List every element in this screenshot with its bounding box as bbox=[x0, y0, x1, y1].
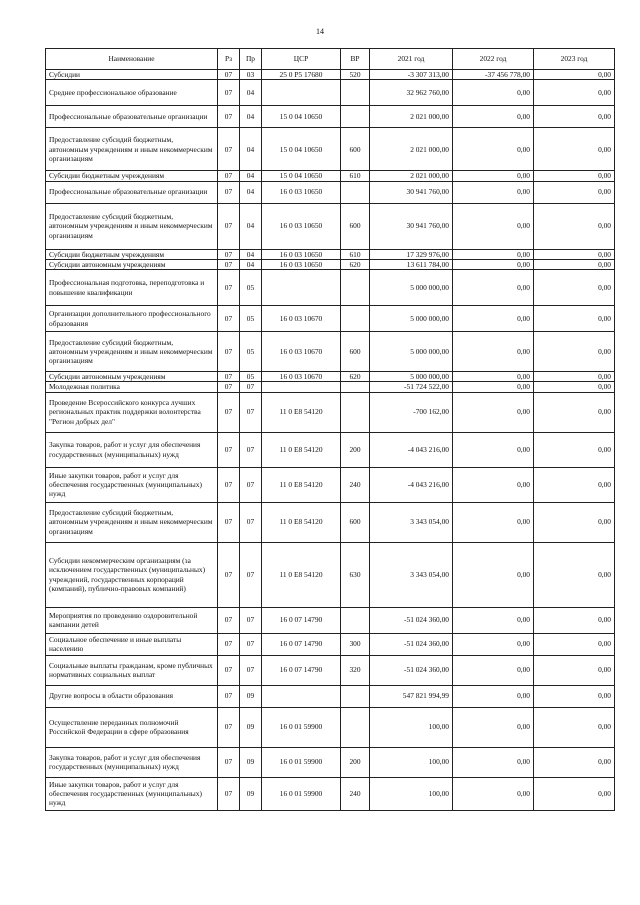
cell-year-2021: 5 000 000,00 bbox=[370, 332, 453, 372]
cell-year-2023: 0,00 bbox=[534, 777, 615, 810]
table-row bbox=[46, 685, 615, 707]
cell-year-2021: 13 611 784,00 bbox=[370, 259, 453, 269]
header-rz: Рз bbox=[218, 49, 240, 70]
cell-name: Профессиональные образовательные организации bbox=[46, 106, 218, 128]
cell-year-2023: 0,00 bbox=[534, 306, 615, 332]
cell-csr bbox=[262, 685, 341, 707]
cell-name: Проведение Всероссийского конкурса лучших региональных практик поддержки волонтерства "Регион добрых дел" bbox=[46, 392, 218, 432]
cell-year-2022: -37 456 778,00 bbox=[453, 70, 534, 80]
cell-pr: 07 bbox=[240, 607, 262, 633]
cell-year-2023: 0,00 bbox=[534, 203, 615, 249]
cell-year-2022: 0,00 bbox=[453, 181, 534, 203]
header-name: Наименование bbox=[46, 49, 218, 70]
table-row bbox=[46, 80, 615, 106]
cell-name: Предоставление субсидий бюджетным, автономным учреждениям и иным некоммерческим организациям bbox=[46, 128, 218, 171]
cell-year-2023: 0,00 bbox=[534, 747, 615, 777]
table-row bbox=[46, 633, 615, 655]
cell-year-2021: 100,00 bbox=[370, 707, 453, 747]
cell-vr bbox=[341, 306, 370, 332]
cell-name: Социальные выплаты гражданам, кроме публичных нормативных социальных выплат bbox=[46, 655, 218, 685]
cell-pr: 07 bbox=[240, 633, 262, 655]
cell-rz: 07 bbox=[218, 306, 240, 332]
header-csr: ЦСР bbox=[262, 49, 341, 70]
cell-year-2021: 547 821 994,99 bbox=[370, 685, 453, 707]
cell-name: Предоставление субсидий бюджетным, автономным учреждениям и иным некоммерческим организациям bbox=[46, 332, 218, 372]
cell-csr: 15 0 04 10650 bbox=[262, 128, 341, 171]
cell-year-2023: 0,00 bbox=[534, 181, 615, 203]
cell-pr: 04 bbox=[240, 80, 262, 106]
cell-year-2023: 0,00 bbox=[534, 432, 615, 467]
cell-name: Осуществление переданных полномочий Российской Федерации в сфере образования bbox=[46, 707, 218, 747]
table-row bbox=[46, 655, 615, 685]
cell-year-2021: 30 941 760,00 bbox=[370, 181, 453, 203]
cell-vr: 620 bbox=[341, 259, 370, 269]
cell-vr: 200 bbox=[341, 432, 370, 467]
cell-name: Организации дополнительного профессионального образования bbox=[46, 306, 218, 332]
cell-csr: 16 0 03 10670 bbox=[262, 372, 341, 382]
cell-rz: 07 bbox=[218, 128, 240, 171]
cell-vr: 320 bbox=[341, 655, 370, 685]
cell-rz: 07 bbox=[218, 502, 240, 542]
cell-year-2021: 3 343 054,00 bbox=[370, 542, 453, 607]
cell-year-2022: 0,00 bbox=[453, 655, 534, 685]
cell-rz: 07 bbox=[218, 392, 240, 432]
cell-name: Субсидии бюджетным учреждениям bbox=[46, 171, 218, 181]
cell-pr: 04 bbox=[240, 259, 262, 269]
cell-rz: 07 bbox=[218, 777, 240, 810]
cell-year-2023: 0,00 bbox=[534, 70, 615, 80]
cell-year-2022: 0,00 bbox=[453, 542, 534, 607]
cell-year-2021: 5 000 000,00 bbox=[370, 372, 453, 382]
cell-name: Закупка товаров, работ и услуг для обеспечения государственных (муниципальных) нужд bbox=[46, 432, 218, 467]
cell-year-2022: 0,00 bbox=[453, 259, 534, 269]
cell-year-2023: 0,00 bbox=[534, 270, 615, 306]
table-row bbox=[46, 249, 615, 259]
cell-rz: 07 bbox=[218, 203, 240, 249]
cell-name: Профессиональная подготовка, переподготовка и повышение квалификации bbox=[46, 270, 218, 306]
cell-csr: 11 0 E8 54120 bbox=[262, 392, 341, 432]
table-row bbox=[46, 306, 615, 332]
cell-csr: 25 0 P5 17680 bbox=[262, 70, 341, 80]
table-row bbox=[46, 106, 615, 128]
cell-year-2021: 3 343 054,00 bbox=[370, 502, 453, 542]
cell-rz: 07 bbox=[218, 80, 240, 106]
table-row bbox=[46, 372, 615, 382]
cell-csr: 16 0 03 10670 bbox=[262, 306, 341, 332]
cell-year-2023: 0,00 bbox=[534, 655, 615, 685]
table-row bbox=[46, 332, 615, 372]
cell-rz: 07 bbox=[218, 707, 240, 747]
cell-pr: 09 bbox=[240, 777, 262, 810]
cell-year-2021: 5 000 000,00 bbox=[370, 306, 453, 332]
cell-vr: 600 bbox=[341, 128, 370, 171]
cell-year-2021: 32 962 760,00 bbox=[370, 80, 453, 106]
cell-year-2021: -4 043 216,00 bbox=[370, 467, 453, 502]
cell-year-2023: 0,00 bbox=[534, 259, 615, 269]
cell-year-2022: 0,00 bbox=[453, 80, 534, 106]
cell-name: Мероприятия по проведению оздоровительной кампании детей bbox=[46, 607, 218, 633]
cell-vr bbox=[341, 106, 370, 128]
cell-csr: 16 0 03 10650 bbox=[262, 203, 341, 249]
cell-rz: 07 bbox=[218, 432, 240, 467]
cell-rz: 07 bbox=[218, 747, 240, 777]
cell-pr: 09 bbox=[240, 707, 262, 747]
cell-pr: 04 bbox=[240, 249, 262, 259]
cell-year-2022: 0,00 bbox=[453, 106, 534, 128]
cell-year-2023: 0,00 bbox=[534, 467, 615, 502]
cell-rz: 07 bbox=[218, 372, 240, 382]
table-row bbox=[46, 70, 615, 80]
cell-year-2021: -51 724 522,00 bbox=[370, 382, 453, 392]
cell-csr bbox=[262, 382, 341, 392]
cell-year-2022: 0,00 bbox=[453, 747, 534, 777]
cell-name: Социальное обеспечение и иные выплаты населению bbox=[46, 633, 218, 655]
cell-csr: 15 0 04 10650 bbox=[262, 171, 341, 181]
cell-year-2021: -4 043 216,00 bbox=[370, 432, 453, 467]
cell-pr: 03 bbox=[240, 70, 262, 80]
table-row bbox=[46, 382, 615, 392]
cell-csr: 16 0 07 14790 bbox=[262, 655, 341, 685]
cell-year-2022: 0,00 bbox=[453, 392, 534, 432]
cell-year-2023: 0,00 bbox=[534, 607, 615, 633]
table-row bbox=[46, 467, 615, 502]
cell-rz: 07 bbox=[218, 106, 240, 128]
table-row bbox=[46, 777, 615, 810]
cell-year-2023: 0,00 bbox=[534, 171, 615, 181]
cell-vr: 600 bbox=[341, 332, 370, 372]
cell-year-2021: 2 021 000,00 bbox=[370, 128, 453, 171]
cell-csr: 16 0 01 59900 bbox=[262, 747, 341, 777]
cell-year-2022: 0,00 bbox=[453, 306, 534, 332]
cell-csr: 16 0 03 10650 bbox=[262, 181, 341, 203]
cell-year-2023: 0,00 bbox=[534, 633, 615, 655]
budget-table bbox=[45, 48, 615, 811]
table-row bbox=[46, 502, 615, 542]
cell-name: Профессиональные образовательные организации bbox=[46, 181, 218, 203]
cell-name: Предоставление субсидий бюджетным, автономным учреждениям и иным некоммерческим организациям bbox=[46, 502, 218, 542]
cell-year-2021: -51 024 360,00 bbox=[370, 655, 453, 685]
cell-csr: 11 0 E8 54120 bbox=[262, 432, 341, 467]
cell-vr bbox=[341, 270, 370, 306]
cell-name: Закупка товаров, работ и услуг для обеспечения государственных (муниципальных) нужд bbox=[46, 747, 218, 777]
header-2021: 2021 год bbox=[370, 49, 453, 70]
cell-name: Другие вопросы в области образования bbox=[46, 685, 218, 707]
cell-name: Иные закупки товаров, работ и услуг для обеспечения государственных (муниципальных) нужд bbox=[46, 467, 218, 502]
cell-rz: 07 bbox=[218, 332, 240, 372]
table-row bbox=[46, 270, 615, 306]
cell-year-2021: 30 941 760,00 bbox=[370, 203, 453, 249]
cell-year-2021: 100,00 bbox=[370, 777, 453, 810]
cell-year-2023: 0,00 bbox=[534, 685, 615, 707]
cell-rz: 07 bbox=[218, 467, 240, 502]
cell-pr: 05 bbox=[240, 306, 262, 332]
cell-vr: 520 bbox=[341, 70, 370, 80]
cell-rz: 07 bbox=[218, 542, 240, 607]
cell-year-2021: 17 329 976,00 bbox=[370, 249, 453, 259]
cell-pr: 07 bbox=[240, 542, 262, 607]
table-row bbox=[46, 128, 615, 171]
cell-year-2022: 0,00 bbox=[453, 777, 534, 810]
header-2023: 2023 год bbox=[534, 49, 615, 70]
cell-csr: 11 0 E8 54120 bbox=[262, 502, 341, 542]
table-row bbox=[46, 432, 615, 467]
cell-name: Предоставление субсидий бюджетным, автономным учреждениям и иным некоммерческим организациям bbox=[46, 203, 218, 249]
cell-name: Субсидии bbox=[46, 70, 218, 80]
cell-year-2022: 0,00 bbox=[453, 203, 534, 249]
cell-year-2023: 0,00 bbox=[534, 332, 615, 372]
cell-year-2021: -700 162,00 bbox=[370, 392, 453, 432]
cell-year-2022: 0,00 bbox=[453, 685, 534, 707]
cell-year-2023: 0,00 bbox=[534, 80, 615, 106]
table-row bbox=[46, 707, 615, 747]
cell-year-2022: 0,00 bbox=[453, 128, 534, 171]
cell-year-2022: 0,00 bbox=[453, 270, 534, 306]
cell-name: Субсидии автономным учреждениям bbox=[46, 372, 218, 382]
cell-vr bbox=[341, 607, 370, 633]
cell-year-2022: 0,00 bbox=[453, 372, 534, 382]
cell-vr bbox=[341, 707, 370, 747]
table-row bbox=[46, 392, 615, 432]
cell-name: Среднее профессиональное образование bbox=[46, 80, 218, 106]
cell-name: Иные закупки товаров, работ и услуг для обеспечения государственных (муниципальных) нужд bbox=[46, 777, 218, 810]
cell-year-2022: 0,00 bbox=[453, 502, 534, 542]
cell-pr: 07 bbox=[240, 467, 262, 502]
cell-year-2023: 0,00 bbox=[534, 542, 615, 607]
cell-rz: 07 bbox=[218, 633, 240, 655]
cell-csr: 11 0 E8 54120 bbox=[262, 542, 341, 607]
cell-pr: 04 bbox=[240, 128, 262, 171]
cell-vr: 300 bbox=[341, 633, 370, 655]
cell-rz: 07 bbox=[218, 685, 240, 707]
table-row bbox=[46, 542, 615, 607]
table-header-row bbox=[46, 49, 615, 70]
cell-pr: 04 bbox=[240, 106, 262, 128]
cell-csr bbox=[262, 270, 341, 306]
cell-year-2021: -51 024 360,00 bbox=[370, 607, 453, 633]
cell-year-2021: 2 021 000,00 bbox=[370, 171, 453, 181]
cell-rz: 07 bbox=[218, 607, 240, 633]
cell-pr: 07 bbox=[240, 655, 262, 685]
cell-year-2022: 0,00 bbox=[453, 432, 534, 467]
cell-csr: 11 0 E8 54120 bbox=[262, 467, 341, 502]
cell-year-2023: 0,00 bbox=[534, 106, 615, 128]
cell-vr: 200 bbox=[341, 747, 370, 777]
table-row bbox=[46, 747, 615, 777]
cell-year-2021: 100,00 bbox=[370, 747, 453, 777]
cell-vr: 610 bbox=[341, 171, 370, 181]
cell-year-2022: 0,00 bbox=[453, 633, 534, 655]
cell-year-2023: 0,00 bbox=[534, 392, 615, 432]
table-row bbox=[46, 607, 615, 633]
cell-pr: 07 bbox=[240, 382, 262, 392]
header-2022: 2022 год bbox=[453, 49, 534, 70]
cell-vr: 630 bbox=[341, 542, 370, 607]
cell-pr: 04 bbox=[240, 203, 262, 249]
header-vr: ВР bbox=[341, 49, 370, 70]
cell-pr: 05 bbox=[240, 332, 262, 372]
page-number: 14 bbox=[316, 27, 324, 36]
cell-name: Субсидии некоммерческим организациям (за исключением государственных (муниципальных) учреждений, государственных корпораций (компаний), публично-правовых компаний) bbox=[46, 542, 218, 607]
cell-csr: 16 0 07 14790 bbox=[262, 633, 341, 655]
cell-csr: 15 0 04 10650 bbox=[262, 106, 341, 128]
cell-year-2021: 2 021 000,00 bbox=[370, 106, 453, 128]
cell-year-2022: 0,00 bbox=[453, 467, 534, 502]
cell-year-2021: 5 000 000,00 bbox=[370, 270, 453, 306]
table-row bbox=[46, 259, 615, 269]
table-row bbox=[46, 203, 615, 249]
cell-name: Молодежная политика bbox=[46, 382, 218, 392]
cell-vr: 240 bbox=[341, 777, 370, 810]
table-row bbox=[46, 171, 615, 181]
cell-pr: 04 bbox=[240, 171, 262, 181]
table-row bbox=[46, 181, 615, 203]
cell-vr bbox=[341, 80, 370, 106]
cell-vr bbox=[341, 392, 370, 432]
cell-name: Субсидии автономным учреждениям bbox=[46, 259, 218, 269]
cell-name: Субсидии бюджетным учреждениям bbox=[46, 249, 218, 259]
cell-csr: 16 0 01 59900 bbox=[262, 707, 341, 747]
cell-year-2023: 0,00 bbox=[534, 382, 615, 392]
cell-pr: 05 bbox=[240, 270, 262, 306]
cell-year-2023: 0,00 bbox=[534, 372, 615, 382]
cell-year-2023: 0,00 bbox=[534, 249, 615, 259]
cell-vr: 600 bbox=[341, 502, 370, 542]
cell-pr: 07 bbox=[240, 432, 262, 467]
cell-rz: 07 bbox=[218, 655, 240, 685]
cell-csr: 16 0 03 10650 bbox=[262, 259, 341, 269]
cell-csr bbox=[262, 80, 341, 106]
cell-rz: 07 bbox=[218, 382, 240, 392]
cell-pr: 04 bbox=[240, 181, 262, 203]
cell-csr: 16 0 01 59900 bbox=[262, 777, 341, 810]
cell-year-2022: 0,00 bbox=[453, 332, 534, 372]
cell-vr bbox=[341, 382, 370, 392]
cell-year-2023: 0,00 bbox=[534, 707, 615, 747]
cell-rz: 07 bbox=[218, 259, 240, 269]
cell-year-2023: 0,00 bbox=[534, 128, 615, 171]
cell-pr: 05 bbox=[240, 372, 262, 382]
cell-csr: 16 0 07 14790 bbox=[262, 607, 341, 633]
cell-year-2021: -51 024 360,00 bbox=[370, 633, 453, 655]
cell-year-2022: 0,00 bbox=[453, 249, 534, 259]
cell-vr bbox=[341, 685, 370, 707]
header-pr: Пр bbox=[240, 49, 262, 70]
cell-rz: 07 bbox=[218, 70, 240, 80]
cell-year-2022: 0,00 bbox=[453, 607, 534, 633]
cell-pr: 09 bbox=[240, 685, 262, 707]
cell-year-2023: 0,00 bbox=[534, 502, 615, 542]
cell-pr: 07 bbox=[240, 502, 262, 542]
cell-rz: 07 bbox=[218, 249, 240, 259]
cell-csr: 16 0 03 10670 bbox=[262, 332, 341, 372]
cell-csr: 16 0 03 10650 bbox=[262, 249, 341, 259]
cell-vr: 620 bbox=[341, 372, 370, 382]
cell-pr: 09 bbox=[240, 747, 262, 777]
cell-year-2022: 0,00 bbox=[453, 171, 534, 181]
cell-rz: 07 bbox=[218, 181, 240, 203]
cell-rz: 07 bbox=[218, 171, 240, 181]
cell-rz: 07 bbox=[218, 270, 240, 306]
cell-year-2021: -3 307 313,00 bbox=[370, 70, 453, 80]
cell-pr: 07 bbox=[240, 392, 262, 432]
cell-vr: 610 bbox=[341, 249, 370, 259]
cell-vr bbox=[341, 181, 370, 203]
cell-vr: 240 bbox=[341, 467, 370, 502]
cell-year-2022: 0,00 bbox=[453, 707, 534, 747]
cell-vr: 600 bbox=[341, 203, 370, 249]
cell-year-2022: 0,00 bbox=[453, 382, 534, 392]
